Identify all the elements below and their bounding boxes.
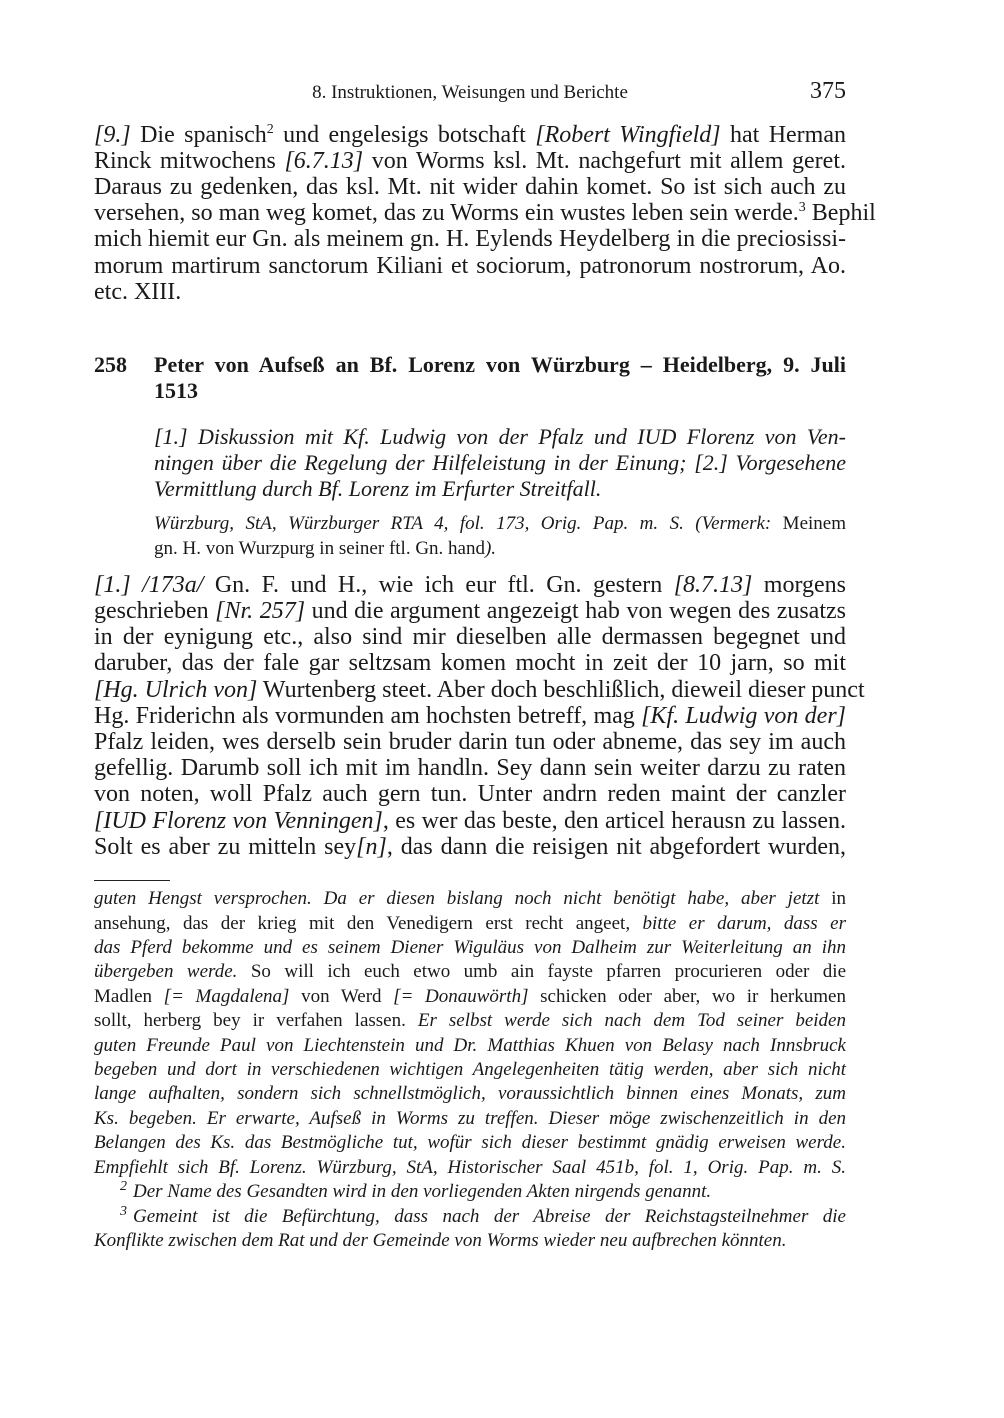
footnote-line	[94, 960, 846, 984]
document-number: 258	[94, 352, 127, 377]
footnote-number: 2	[120, 1178, 127, 1194]
document-title	[154, 352, 846, 378]
text-run: , bitte er darum, dass er	[625, 913, 846, 934]
footnote-line	[94, 912, 846, 936]
text-run: gefellig. Darumb soll ich mit im handln. Sey dann sein weiter darzu zu raten	[94, 755, 846, 781]
text-line	[94, 148, 846, 174]
text-run: Belangen des Ks. das Bestmögliche tut, wofür sich dieser bestimmt gnädig erweisen werde.	[94, 1132, 846, 1153]
text-run: und die argument angezeigt hab von wegen des zusatzs	[305, 598, 846, 624]
footnote-line	[94, 1156, 846, 1180]
text-run: schicken oder aber, wo ir herkumen	[528, 986, 846, 1007]
paragraph-marker: [1.] /173a/	[94, 572, 204, 598]
text-run: in der eynigung etc., also sind mir dieselben alle dermassen begegnet und	[94, 624, 846, 650]
running-head	[94, 78, 846, 108]
regest-line: Vermittlung durch Bf. Lorenz im Erfurter Streitfall.	[154, 476, 602, 501]
text-run: Empfiehlt sich Bf. Lorenz. Würzburg, StA, Historischer Saal 451b, fol. 1, Orig. Pap. m. S.	[94, 1157, 846, 1178]
footnote-3-continued	[94, 1229, 846, 1253]
text-run: gn. H. von Wurzpurg in seiner ftl. Gn. hand	[154, 538, 485, 559]
text-line	[94, 703, 846, 729]
text-run: von noten, woll Pfalz auch gern tun. Unter andrn reden maint der canzler	[94, 781, 846, 807]
footnote-line	[94, 936, 846, 960]
footnote-text: Gemeint ist die Befürchtung, dass nach der Abreise der Reichstagsteilnehmer die	[133, 1206, 846, 1227]
regest-line: [1.] Diskussion mit Kf. Ludwig von der Pfalz und IUD Florenz von Ven-	[154, 424, 846, 449]
text-run: lange aufhalten, sondern sich schnellstmöglich, voraussichtlich binnen eines Monats, zum	[94, 1083, 846, 1104]
text-run: begeben und dort in verschiedenen wichtigen Angelegenheiten tätig werden, aber sich nicht	[94, 1059, 846, 1080]
text-line	[94, 834, 846, 860]
text-run: mich hiemit eur Gn. als meinem gn. H. Eylends Heydelberg in die preciosissi-	[94, 226, 846, 252]
source-note	[154, 537, 846, 561]
text-run: sollt, herberg bey ir verfahen lassen.	[94, 1010, 418, 1031]
editorial-note: [Robert Wingfield]	[535, 122, 721, 148]
text-run: daruber, das der fale gar seltzsam komen mocht in zeit der 10 jarn, so mit	[94, 650, 846, 676]
footnote-3	[120, 1205, 846, 1229]
footnote-line	[94, 1009, 846, 1033]
text-run: Wurtenberg steet. Aber doch beschlißlich, dieweil dieser punct	[257, 677, 865, 703]
document-title	[154, 378, 846, 404]
editorial-note: [Kf. Ludwig von der]	[641, 703, 846, 729]
regest-line: ningen über die Regelung der Hilfeleistung in der Einung; [2.] Vorgesehene	[154, 450, 846, 475]
footnote-ref: 3	[798, 200, 806, 215]
paragraph-marker: [9.]	[94, 122, 131, 148]
text-run: Madlen	[94, 986, 164, 1007]
text-line	[94, 781, 846, 807]
editorial-note: [8.7.13]	[673, 572, 753, 598]
text-run: von Werd	[289, 986, 394, 1007]
text-run: übergeben werde.	[94, 961, 238, 982]
text-line	[94, 226, 846, 252]
footnote-line	[94, 1131, 846, 1155]
text-run: guten Hengst versprochen. Da er diesen bislang noch nicht benötigt habe, aber jetzt	[94, 888, 820, 909]
text-line	[94, 755, 846, 781]
text-run: So will ich euch etwo umb ain fayste pfarren procurieren oder die	[237, 961, 846, 982]
running-title: 8. Instruktionen, Weisungen und Berichte	[312, 82, 628, 103]
text-run: ansehung, das der krieg mit den Venedigern erst recht angeet	[94, 913, 626, 934]
footnote-text: Konflikte zwischen dem Rat und der Gemeinde von Worms wieder neu aufbrechen könnten.	[94, 1230, 787, 1251]
text-run: etc. XIII.	[94, 279, 182, 305]
footnote-line	[94, 887, 846, 911]
text-line	[94, 624, 846, 650]
text-run: in	[819, 888, 847, 909]
text-run: Bephil	[805, 200, 876, 226]
text-run: Gn. F. und H., wie ich eur ftl. Gn. gestern	[203, 572, 674, 598]
editorial-note: [6.7.13]	[284, 148, 364, 174]
text-run: Er selbst werde sich nach dem Tod seiner beiden	[417, 1010, 846, 1031]
editorial-note: [= Magdalena]	[163, 986, 290, 1007]
editorial-note: [= Donauwörth]	[393, 986, 529, 1007]
editorial-note: [IUD Florenz von Venningen]	[94, 808, 383, 834]
text-run: von Worms ksl. Mt. nachgefurt mit allem geret.	[363, 148, 846, 174]
footnote-line	[94, 1058, 846, 1082]
editorial-note: [Hg. Ulrich von]	[94, 677, 258, 703]
text-line	[94, 122, 846, 148]
text-line	[94, 729, 846, 755]
source-note	[154, 512, 846, 536]
text-run: , es wer das beste, den articel herausn zu lassen.	[382, 808, 846, 834]
text-line	[94, 598, 846, 624]
footnote-ref: 2	[266, 122, 274, 137]
text-line	[94, 808, 846, 834]
text-line	[94, 650, 846, 676]
text-run: das Pferd bekomme und es seinem Diener Wiguläus von Dalheim zur Weiterleitung an ihn	[94, 937, 846, 958]
text-run: Die spanisch	[130, 122, 267, 148]
footnote-2	[120, 1180, 846, 1204]
text-run: Rinck mitwochens	[94, 148, 285, 174]
text-run: Meinem	[771, 513, 846, 534]
text-run: Solt es aber zu mitteln sey	[94, 834, 357, 860]
text-line	[94, 279, 846, 305]
footnote-line	[94, 1082, 846, 1106]
text-run: Pfalz leiden, wes derselb sein bruder darin tun oder abneme, das sey im auch	[94, 729, 846, 755]
text-run: und engelesigs botschaft	[273, 122, 536, 148]
text-run: guten Freunde Paul von Liechtenstein und Dr. Matthias Khuen von Belasy nach Innsbruck	[94, 1035, 846, 1056]
text-run: morgens	[752, 572, 847, 598]
text-run: , das dann die reisigen nit abgefordert wurden,	[386, 834, 847, 860]
text-run: ).	[484, 538, 497, 559]
footnote-divider	[94, 880, 170, 881]
footnote-line	[94, 985, 846, 1009]
editorial-note: [n]	[356, 834, 387, 860]
text-line	[94, 572, 846, 598]
footnote-line	[94, 1107, 846, 1131]
document-title-line: 1513	[154, 378, 198, 403]
text-line	[94, 174, 846, 200]
footnote-line	[94, 1034, 846, 1058]
document-title-line: Peter von Aufseß an Bf. Lorenz von Würzburg – Heidelberg, 9. Juli	[154, 352, 846, 377]
page-number: 375	[810, 78, 846, 104]
text-line	[94, 253, 846, 279]
text-run: Hg. Friderichn als vormunden am hochsten betreff, mag	[94, 703, 642, 729]
source-citation: Würzburg, StA, Würzburger RTA 4, fol. 173, Orig. Pap. m. S. (Vermerk:	[154, 513, 772, 534]
text-run: versehen, so man weg komet, das zu Worms ein wustes leben sein werde.	[94, 200, 799, 226]
text-line	[94, 677, 865, 703]
text-run: geschrieben	[94, 598, 216, 624]
footnote-text: Der Name des Gesandten wird in den vorliegenden Akten nirgends genannt.	[133, 1181, 712, 1202]
text-line	[94, 200, 876, 226]
text-run: morum martirum sanctorum Kiliani et sociorum, patronorum nostrorum, Ao.	[94, 253, 846, 279]
footnote-number: 3	[120, 1203, 127, 1219]
editorial-note: [Nr. 257]	[215, 598, 306, 624]
text-run: hat Herman	[720, 122, 846, 148]
text-run: Ks. begeben. Er erwarte, Aufseß in Worms zu treffen. Dieser möge zwischenzeitlich in den	[94, 1108, 846, 1129]
text-run: Daraus zu gedenken, das ksl. Mt. nit wider dahin komet. So ist sich auch zu	[94, 174, 846, 200]
